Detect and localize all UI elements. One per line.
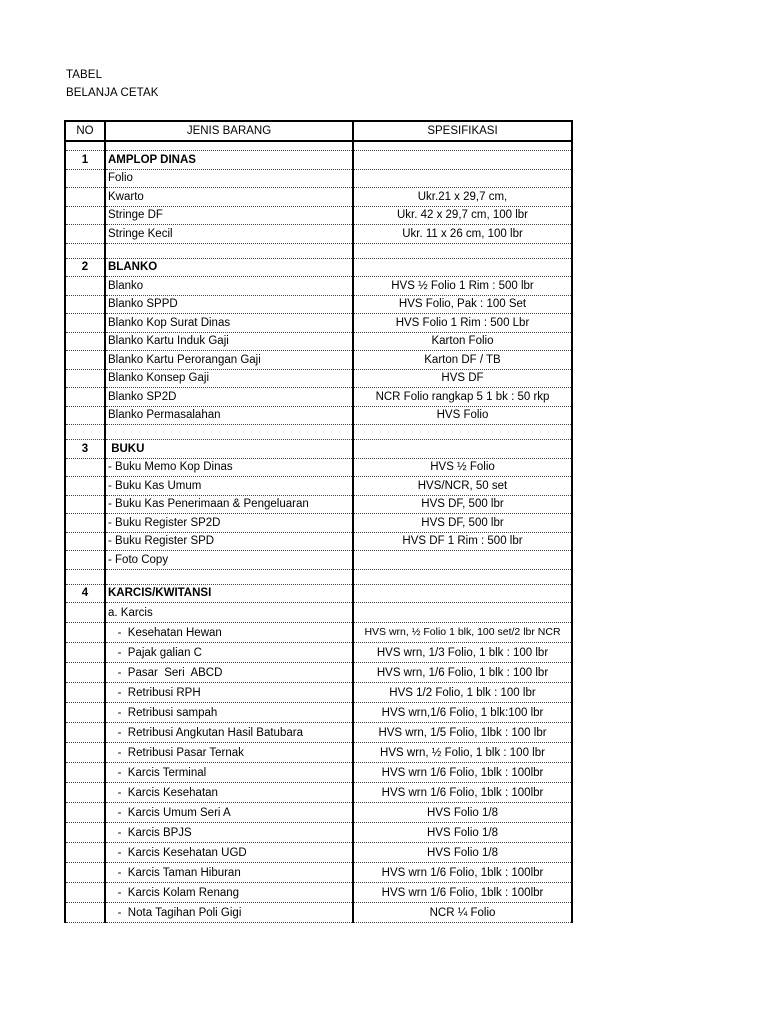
cell-no: [65, 458, 105, 477]
cell-spesifikasi: [353, 440, 572, 459]
header-no: NO: [65, 121, 105, 141]
cell-spesifikasi: [353, 569, 572, 584]
cell-no: [65, 743, 105, 763]
cell-jenis-barang: - Retribusi Angkutan Hasil Batubara: [105, 723, 353, 743]
cell-jenis-barang: - Karcis Kesehatan: [105, 783, 353, 803]
cell-no: [65, 388, 105, 407]
cell-jenis-barang: Stringe Kecil: [105, 225, 353, 244]
cell-jenis-barang: Blanko Konsep Gaji: [105, 369, 353, 388]
cell-spesifikasi: Karton DF / TB: [353, 351, 572, 370]
cell-no: [65, 551, 105, 570]
cell-jenis-barang: Kwarto: [105, 188, 353, 207]
cell-jenis-barang: - Karcis Kolam Renang: [105, 883, 353, 903]
cell-jenis-barang: - Karcis BPJS: [105, 823, 353, 843]
table-row: [65, 332, 572, 351]
table-row: [65, 703, 572, 723]
cell-spesifikasi: HVS Folio: [353, 406, 572, 425]
cell-spesifikasi: HVS Folio 1/8: [353, 843, 572, 863]
cell-jenis-barang: - Foto Copy: [105, 551, 353, 570]
table-spacer-row: [65, 141, 572, 151]
cell-spesifikasi: [353, 243, 572, 258]
cell-jenis-barang: - Buku Kas Umum: [105, 477, 353, 496]
cell-no: 1: [65, 151, 105, 170]
cell-spesifikasi: HVS wrn, 1/5 Folio, 1lbk : 100 lbr: [353, 723, 572, 743]
cell-spesifikasi: NCR Folio rangkap 5 1 bk : 50 rkp: [353, 388, 572, 407]
cell-spesifikasi: HVS/NCR, 50 set: [353, 477, 572, 496]
cell-no: [65, 332, 105, 351]
table-row: [65, 551, 572, 570]
cell-no: 2: [65, 258, 105, 277]
cell-no: [65, 703, 105, 723]
cell-spesifikasi: [353, 151, 572, 170]
cell-spesifikasi: HVS wrn 1/6 Folio, 1blk : 100lbr: [353, 763, 572, 783]
table-group-row: [65, 440, 572, 459]
belanja-cetak-table: [64, 120, 573, 923]
cell-spesifikasi: HVS DF: [353, 369, 572, 388]
table-header-row: [65, 121, 572, 141]
cell-spesifikasi: NCR ¼ Folio: [353, 903, 572, 923]
cell-jenis-barang: - Retribusi RPH: [105, 683, 353, 703]
table-row: [65, 406, 572, 425]
table-row: [65, 843, 572, 863]
cell-no: [65, 603, 105, 623]
cell-spesifikasi: HVS wrn,1/6 Folio, 1 blk:100 lbr: [353, 703, 572, 723]
cell-no: [65, 569, 105, 584]
cell-jenis-barang: - Buku Register SP2D: [105, 514, 353, 533]
cell-jenis-barang: Stringe DF: [105, 206, 353, 225]
cell-spesifikasi: Ukr. 11 x 26 cm, 100 lbr: [353, 225, 572, 244]
cell-no: [65, 351, 105, 370]
cell-no: [65, 783, 105, 803]
cell-no: [65, 843, 105, 863]
cell-jenis-barang: - Karcis Kesehatan UGD: [105, 843, 353, 863]
cell-spesifikasi: HVS wrn, ½ Folio, 1 blk : 100 lbr: [353, 743, 572, 763]
cell-no: [65, 406, 105, 425]
table-row: [65, 623, 572, 643]
cell-spesifikasi: HVS Folio 1/8: [353, 803, 572, 823]
table-row: [65, 903, 572, 923]
cell-jenis-barang: Folio: [105, 169, 353, 188]
cell-spesifikasi: HVS Folio 1 Rim : 500 Lbr: [353, 314, 572, 333]
cell-jenis-barang: AMPLOP DINAS: [105, 151, 353, 170]
cell-no: [65, 369, 105, 388]
cell-spesifikasi: HVS ½ Folio 1 Rim : 500 lbr: [353, 277, 572, 296]
cell-jenis-barang: [105, 425, 353, 440]
cell-no: [65, 188, 105, 207]
cell-jenis-barang: - Pajak galian C: [105, 643, 353, 663]
cell-jenis-barang: a. Karcis: [105, 603, 353, 623]
cell-jenis-barang: [105, 141, 353, 151]
document-title: TABEL: [66, 69, 103, 81]
cell-spesifikasi: Ukr.21 x 29,7 cm,: [353, 188, 572, 207]
cell-jenis-barang: Blanko SP2D: [105, 388, 353, 407]
cell-jenis-barang: Blanko Kartu Perorangan Gaji: [105, 351, 353, 370]
table-row: [65, 783, 572, 803]
cell-no: [65, 643, 105, 663]
table-row: [65, 188, 572, 207]
table-row: [65, 277, 572, 296]
cell-no: [65, 314, 105, 333]
cell-spesifikasi: [353, 551, 572, 570]
cell-jenis-barang: [105, 569, 353, 584]
table-row: [65, 643, 572, 663]
table-row: [65, 295, 572, 314]
cell-jenis-barang: Blanko Permasalahan: [105, 406, 353, 425]
cell-spesifikasi: HVS wrn 1/6 Folio, 1blk : 100lbr: [353, 863, 572, 883]
table-row: [65, 314, 572, 333]
cell-no: [65, 425, 105, 440]
table-row: [65, 351, 572, 370]
cell-spesifikasi: HVS wrn, 1/3 Folio, 1 blk : 100 lbr: [353, 643, 572, 663]
cell-spesifikasi: HVS Folio 1/8: [353, 823, 572, 843]
table-body: [65, 141, 572, 923]
cell-no: [65, 823, 105, 843]
table-group-row: [65, 258, 572, 277]
cell-jenis-barang: [105, 243, 353, 258]
cell-no: [65, 295, 105, 314]
cell-no: [65, 763, 105, 783]
table-row: [65, 495, 572, 514]
cell-jenis-barang: - Buku Memo Kop Dinas: [105, 458, 353, 477]
cell-no: 4: [65, 584, 105, 603]
table-group-row: [65, 584, 572, 603]
cell-spesifikasi: HVS wrn 1/6 Folio, 1blk : 100lbr: [353, 783, 572, 803]
table-row: [65, 883, 572, 903]
cell-no: [65, 277, 105, 296]
table-spacer-row: [65, 243, 572, 258]
document-subtitle: BELANJA CETAK: [66, 87, 159, 99]
cell-spesifikasi: HVS DF 1 Rim : 500 lbr: [353, 532, 572, 551]
header-spesifikasi: SPESIFIKASI: [353, 121, 572, 141]
cell-jenis-barang: BUKU: [105, 440, 353, 459]
cell-no: [65, 243, 105, 258]
cell-no: [65, 169, 105, 188]
cell-no: [65, 883, 105, 903]
cell-no: [65, 477, 105, 496]
table-spacer-row: [65, 569, 572, 584]
cell-jenis-barang: Blanko Kop Surat Dinas: [105, 314, 353, 333]
cell-no: [65, 683, 105, 703]
cell-spesifikasi: HVS ½ Folio: [353, 458, 572, 477]
table-row: [65, 388, 572, 407]
cell-spesifikasi: HVS DF, 500 lbr: [353, 495, 572, 514]
table-spacer-row: [65, 425, 572, 440]
table-row: [65, 603, 572, 623]
cell-no: [65, 863, 105, 883]
cell-spesifikasi: [353, 169, 572, 188]
cell-jenis-barang: - Retribusi Pasar Ternak: [105, 743, 353, 763]
cell-spesifikasi: [353, 584, 572, 603]
cell-jenis-barang: Blanko SPPD: [105, 295, 353, 314]
cell-spesifikasi: [353, 141, 572, 151]
table-group-row: [65, 151, 572, 170]
cell-spesifikasi: Karton Folio: [353, 332, 572, 351]
table-row: [65, 743, 572, 763]
cell-spesifikasi: HVS wrn, 1/6 Folio, 1 blk : 100 lbr: [353, 663, 572, 683]
table-row: [65, 663, 572, 683]
cell-jenis-barang: - Karcis Umum Seri A: [105, 803, 353, 823]
cell-spesifikasi: Ukr. 42 x 29,7 cm, 100 lbr: [353, 206, 572, 225]
cell-no: [65, 903, 105, 923]
table-row: [65, 369, 572, 388]
cell-spesifikasi: [353, 258, 572, 277]
cell-no: [65, 141, 105, 151]
header-jenis-barang: JENIS BARANG: [105, 121, 353, 141]
cell-spesifikasi: HVS 1/2 Folio, 1 blk : 100 lbr: [353, 683, 572, 703]
cell-no: 3: [65, 440, 105, 459]
cell-jenis-barang: - Karcis Taman Hiburan: [105, 863, 353, 883]
cell-jenis-barang: - Retribusi sampah: [105, 703, 353, 723]
cell-jenis-barang: - Pasar Seri ABCD: [105, 663, 353, 683]
table-row: [65, 206, 572, 225]
cell-spesifikasi: HVS wrn, ½ Folio 1 blk, 100 set/2 lbr NCR: [353, 623, 572, 643]
table-row: [65, 169, 572, 188]
cell-no: [65, 532, 105, 551]
cell-spesifikasi: HVS Folio, Pak : 100 Set: [353, 295, 572, 314]
cell-no: [65, 514, 105, 533]
table-row: [65, 458, 572, 477]
cell-no: [65, 206, 105, 225]
cell-jenis-barang: Blanko: [105, 277, 353, 296]
cell-jenis-barang: - Karcis Terminal: [105, 763, 353, 783]
cell-jenis-barang: Blanko Kartu Induk Gaji: [105, 332, 353, 351]
table-row: [65, 683, 572, 703]
cell-jenis-barang: KARCIS/KWITANSI: [105, 584, 353, 603]
cell-jenis-barang: - Nota Tagihan Poli Gigi: [105, 903, 353, 923]
cell-no: [65, 495, 105, 514]
table-row: [65, 723, 572, 743]
cell-no: [65, 723, 105, 743]
cell-no: [65, 803, 105, 823]
cell-jenis-barang: - Buku Kas Penerimaan & Pengeluaran: [105, 495, 353, 514]
table-row: [65, 763, 572, 783]
cell-spesifikasi: HVS DF, 500 lbr: [353, 514, 572, 533]
cell-no: [65, 623, 105, 643]
table-row: [65, 823, 572, 843]
cell-spesifikasi: HVS wrn 1/6 Folio, 1blk : 100lbr: [353, 883, 572, 903]
table-row: [65, 532, 572, 551]
table-row: [65, 225, 572, 244]
cell-no: [65, 663, 105, 683]
table-row: [65, 803, 572, 823]
cell-jenis-barang: BLANKO: [105, 258, 353, 277]
cell-spesifikasi: [353, 603, 572, 623]
cell-no: [65, 225, 105, 244]
cell-jenis-barang: - Kesehatan Hewan: [105, 623, 353, 643]
table-row: [65, 477, 572, 496]
cell-jenis-barang: - Buku Register SPD: [105, 532, 353, 551]
cell-spesifikasi: [353, 425, 572, 440]
table-row: [65, 863, 572, 883]
table-row: [65, 514, 572, 533]
